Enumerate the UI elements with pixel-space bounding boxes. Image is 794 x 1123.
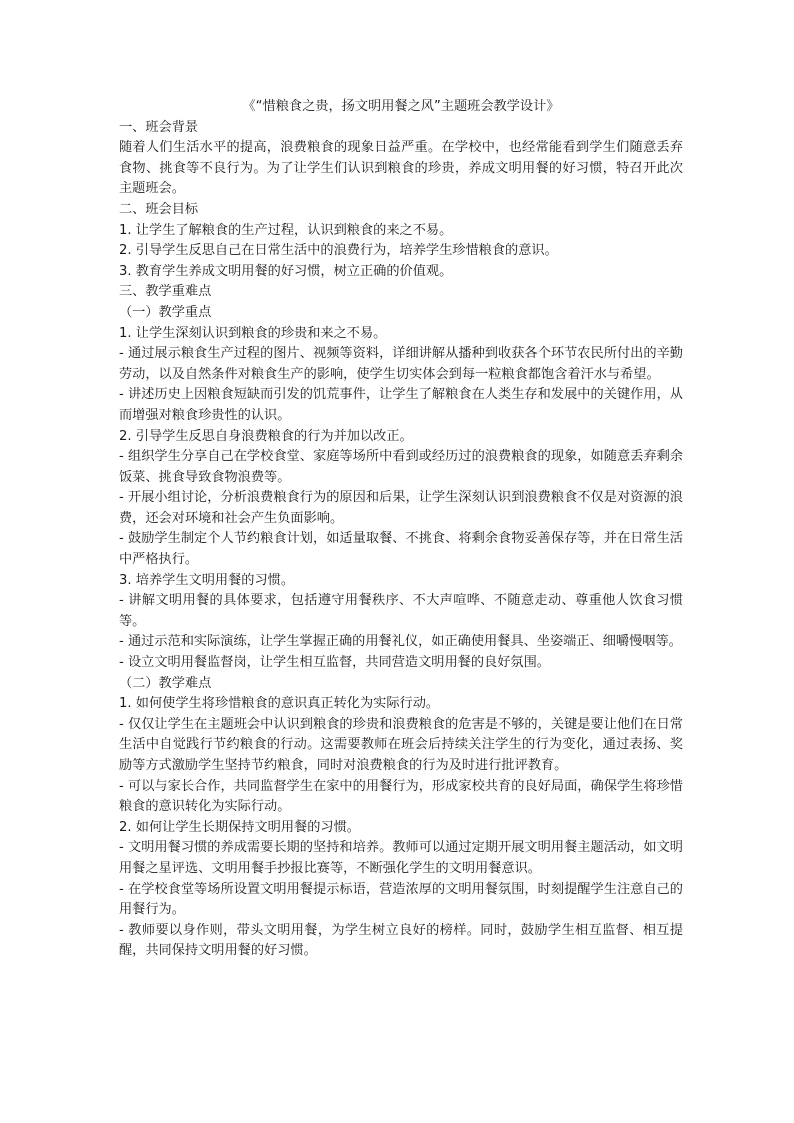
paragraph: 1. 让学生深刻认识到粮食的珍贵和来之不易。 — [119, 325, 387, 341]
document-body — [119, 118, 683, 962]
document-title: 《“惜粮食之贵，扬文明用餐之风”主题班会教学设计》 — [242, 99, 560, 114]
paragraph: - 教师要以身作则，带头文明用餐，为学生树立良好的榜样。同时，鼓励学生相互监督、相互提醒，共同保持文明用餐的好习惯。 — [119, 922, 683, 959]
section-heading: 二、班会目标 — [119, 201, 199, 217]
section-heading: （二）教学难点 — [119, 675, 212, 691]
document-page — [119, 97, 683, 962]
paragraph: - 文明用餐习惯的养成需要长期的坚持和培养。教师可以通过定期开展文明用餐主题活动，如文明用餐之星评选、文明用餐手抄报比赛等，不断强化学生的文明用餐意识。 — [119, 840, 683, 876]
paragraph: - 通过展示粮食生产过程的图片、视频等资料，详细讲解从播种到收获各个环节农民所付出的辛勤劳动，以及自然条件对粮食生产的影响，使学生切实体会到每一粒粮食都饱含着汗水与希望。 — [119, 346, 683, 382]
paragraph: 随着人们生活水平的提高，浪费粮食的现象日益严重。在学校中，也经常能看到学生们随意丢弃食物、挑食等不良行为。为了让学生们认识到粮食的珍贵，养成文明用餐的好习惯，特召开此次主题班会。 — [119, 140, 683, 197]
paragraph: - 仅仅让学生在主题班会中认识到粮食的珍贵和浪费粮食的危害是不够的，关键是要让他们在日常生活中自觉践行节约粮食的行动。这需要教师在班会后持续关注学生的行为变化，通过表扬、奖励等方式激励学生坚持节约粮食，同时对浪费粮食的行为及时进行批评教育。 — [119, 716, 683, 773]
paragraph: 2. 如何让学生长期保持文明用餐的习惯。 — [119, 819, 360, 835]
section-heading: 三、教学重难点 — [119, 284, 212, 300]
paragraph: 1. 如何使学生将珍惜粮食的意识真正转化为实际行动。 — [119, 696, 440, 712]
paragraph: - 可以与家长合作，共同监督学生在家中的用餐行为，形成家校共育的良好局面，确保学生将珍惜粮食的意识转化为实际行动。 — [119, 778, 683, 815]
paragraph: - 鼓励学生制定个人节约粮食计划，如适量取餐、不挑食、将剩余食物妥善保存等，并在日常生活中严格执行。 — [119, 531, 683, 568]
paragraph: - 讲解文明用餐的具体要求，包括遵守用餐秩序、不大声喧哗、不随意走动、尊重他人饮食习惯等。 — [119, 593, 683, 629]
section-heading: 一、班会背景 — [119, 119, 199, 135]
paragraph: - 讲述历史上因粮食短缺而引发的饥荒事件，让学生了解粮食在人类生存和发展中的关键作用，从而增强对粮食珍贵性的认识。 — [119, 387, 683, 423]
paragraph: - 设立文明用餐监督岗，让学生相互监督，共同营造文明用餐的良好氛围。 — [119, 655, 550, 671]
paragraph: - 在学校食堂等场所设置文明用餐提示标语，营造浓厚的文明用餐氛围，时刻提醒学生注意自己的用餐行为。 — [119, 881, 683, 918]
paragraph: 3. 教育学生养成文明用餐的好习惯，树立正确的价值观。 — [119, 263, 453, 279]
paragraph: - 通过示范和实际演练，让学生掌握正确的用餐礼仪，如正确使用餐具、坐姿端正、细嚼慢咽等。 — [119, 634, 682, 650]
paragraph: 2. 引导学生反思自身浪费粮食的行为并加以改正。 — [119, 428, 413, 444]
paragraph: - 开展小组讨论，分析浪费粮食行为的原因和后果，让学生深刻认识到浪费粮食不仅是对资源的浪费，还会对环境和社会产生负面影响。 — [119, 490, 683, 526]
paragraph: 2. 引导学生反思自己在日常生活中的浪费行为，培养学生珍惜粮食的意识。 — [119, 243, 558, 259]
paragraph: 3. 培养学生文明用餐的习惯。 — [119, 572, 295, 588]
paragraph: 1. 让学生了解粮食的生产过程，认识到粮食的来之不易。 — [119, 222, 453, 238]
paragraph: - 组织学生分享自己在学校食堂、家庭等场所中看到或经历过的浪费粮食的现象，如随意丢弃剩余饭菜、挑食导致食物浪费等。 — [119, 449, 683, 485]
section-heading: （一）教学重点 — [119, 304, 212, 320]
